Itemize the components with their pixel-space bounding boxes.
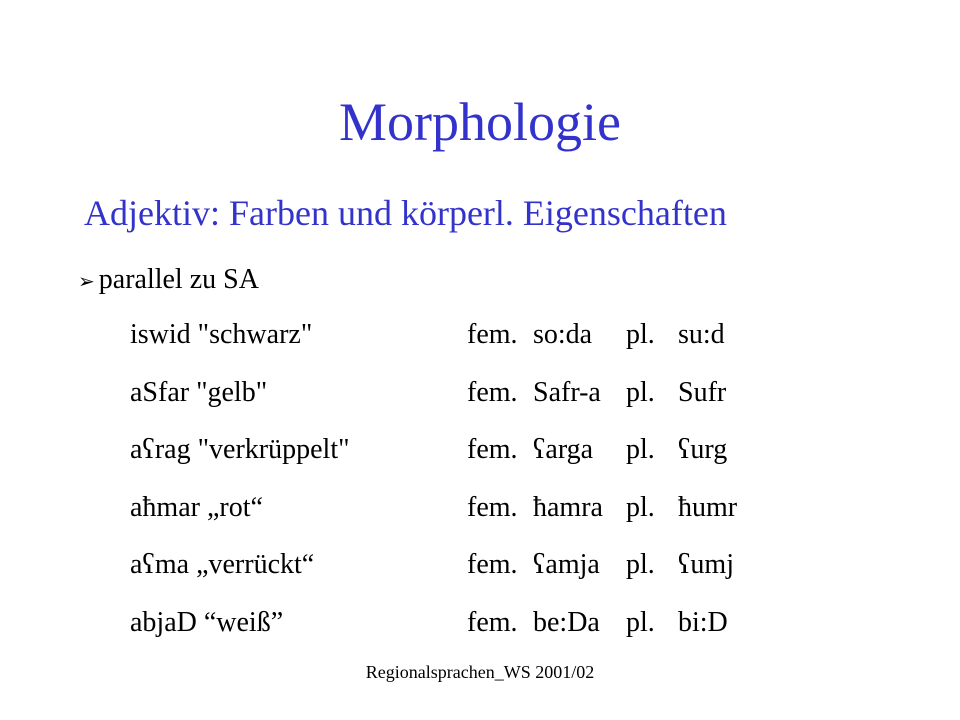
fem-label: fem. <box>467 434 518 465</box>
fem-label: fem. <box>467 491 518 523</box>
plural-label: pl. <box>626 491 655 523</box>
plural-label: pl. <box>626 434 655 465</box>
fem-label: fem. <box>467 376 518 408</box>
adjective-form: aʕrag "verkrüppelt" <box>130 434 350 465</box>
plural-form: ʕumj <box>678 549 734 580</box>
plural-form: Sufr <box>678 376 727 408</box>
bullet-text: parallel zu SA <box>98 264 259 295</box>
slide-subtitle: Adjektiv: Farben und körperl. Eigenschaften <box>84 193 727 233</box>
adjective-form: aʕma „verrückt“ <box>130 549 315 580</box>
plural-label: pl. <box>626 319 655 350</box>
slide-footer: Regionalsprachen_WS 2001/02 <box>365 662 595 682</box>
plural-label: pl. <box>626 606 655 638</box>
fem-label: fem. <box>467 606 518 638</box>
plural-form: ʕurg <box>678 434 728 465</box>
plural-label: pl. <box>626 549 655 580</box>
fem-label: fem. <box>467 549 518 580</box>
adjective-form: abjaD “weiß” <box>130 606 284 638</box>
feminine-form: Safr-a <box>533 376 601 408</box>
arrow-bullet-icon: ➢ <box>78 268 95 293</box>
plural-form: bi:D <box>678 606 728 638</box>
feminine-form: ħamra <box>533 491 603 523</box>
plural-form: su:d <box>678 319 725 350</box>
bullet-item <box>78 263 259 297</box>
feminine-form: be:Da <box>533 606 600 638</box>
feminine-form: ʕarga <box>533 434 594 465</box>
adjective-form: aħmar „rot“ <box>130 491 263 523</box>
adjective-form: iswid "schwarz" <box>130 319 313 350</box>
adjective-form: aSfar "gelb" <box>130 376 268 408</box>
fem-label: fem. <box>467 319 518 350</box>
plural-label: pl. <box>626 376 655 408</box>
plural-form: ħumr <box>678 491 738 523</box>
feminine-form: ʕamja <box>533 549 600 580</box>
feminine-form: so:da <box>533 319 593 350</box>
slide-title: Morphologie <box>339 92 621 152</box>
